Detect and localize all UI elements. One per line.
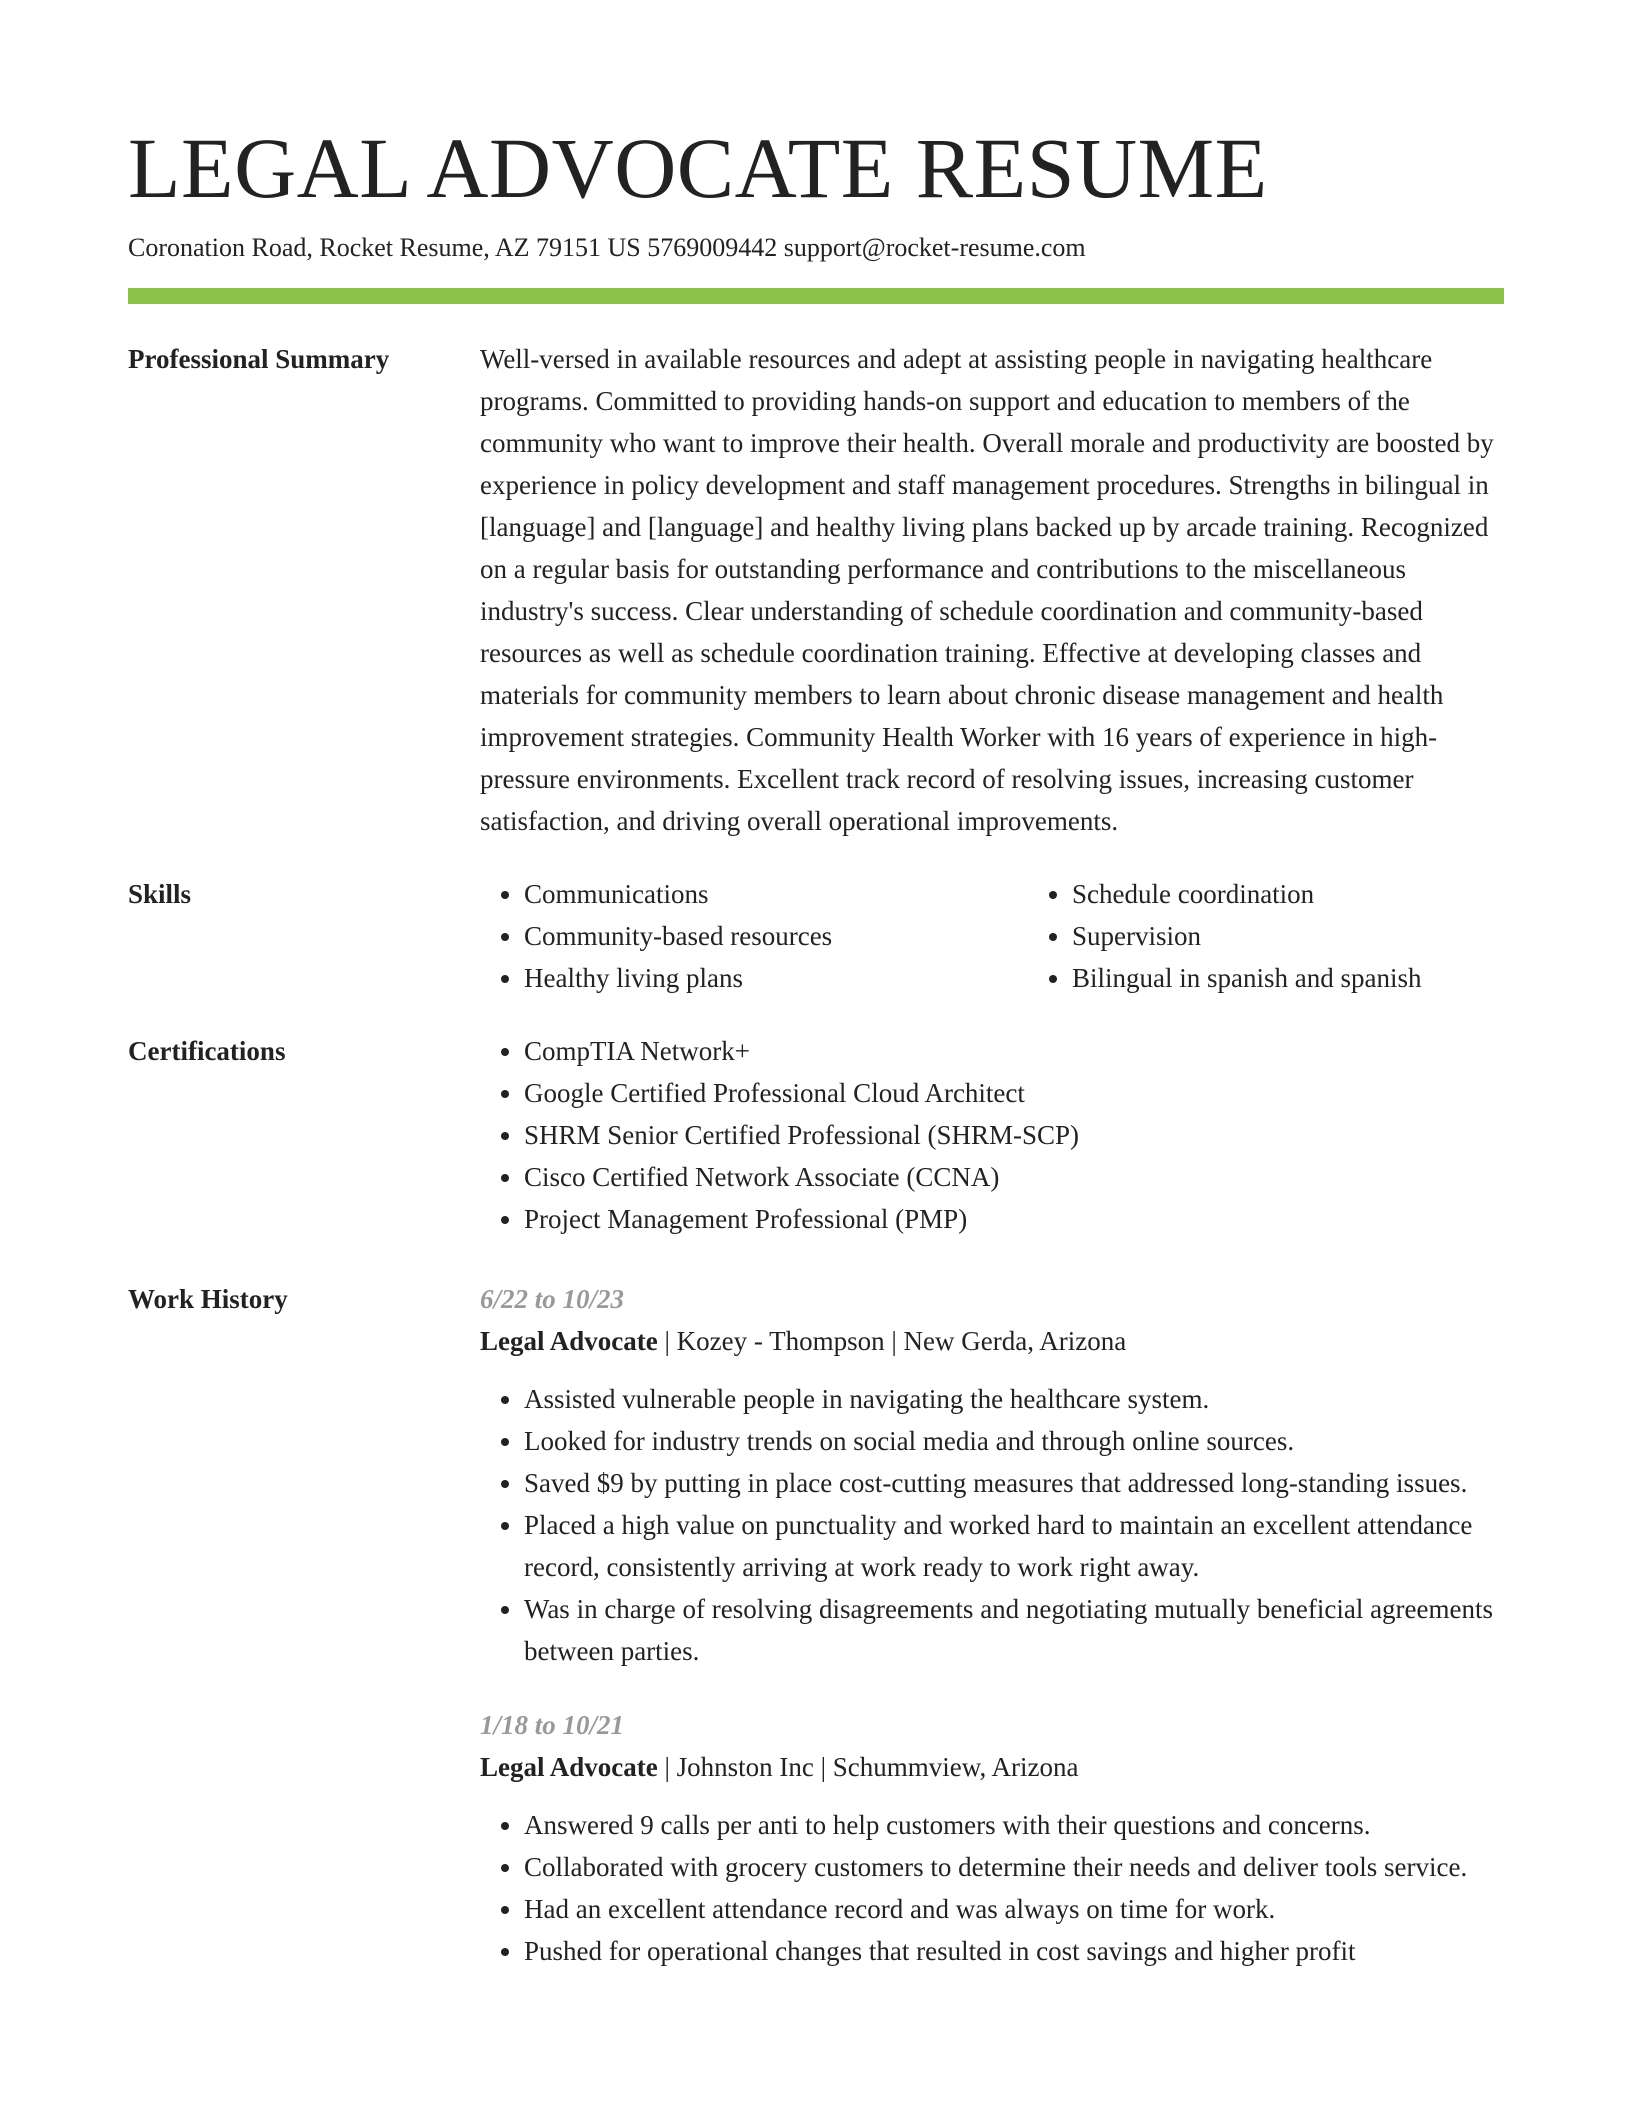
contact-address: Coronation Road, Rocket Resume, AZ 79151 US: [128, 233, 641, 262]
job-title: Legal Advocate: [480, 1752, 658, 1782]
skills-section: [128, 873, 1504, 999]
job-bullet: • Looked for industry trends on social media and through online sources.: [524, 1420, 1504, 1462]
skills-list-col1: [480, 873, 1028, 999]
job-bullet-list: [480, 1378, 1504, 1672]
job-dates: 6/22 to 10/23: [480, 1284, 625, 1314]
certification-item: • Cisco Certified Network Associate (CCNA): [524, 1156, 1504, 1198]
certification-item: • SHRM Senior Certified Professional (SHRM-SCP): [524, 1114, 1504, 1156]
section-label-certifications: Certifications: [128, 1036, 286, 1066]
job-heading: [480, 1320, 1504, 1362]
job-employer-location: | Johnston Inc | Schummview, Arizona: [657, 1752, 1079, 1782]
skill-item: • Community-based resources: [524, 915, 1028, 957]
job-entry: [480, 1704, 1504, 1972]
skill-item: • Healthy living plans: [524, 957, 1028, 999]
skills-list-col2: [1028, 873, 1576, 999]
job-bullet: • Pushed for operational changes that resulted in cost savings and higher profit: [524, 1930, 1504, 1972]
job-bullet: • Answered 9 calls per anti to help customers with their questions and concerns.: [524, 1804, 1504, 1846]
resume-title: LEGAL ADVOCATE RESUME: [128, 120, 1268, 216]
job-bullet-list: [480, 1804, 1504, 1972]
summary-text: Well-versed in available resources and adept at assisting people in navigating healthcare programs. Committed to providing hands-on support and education to members of the community who want to improve their health. Overall morale and productivity are boosted by experience in policy development and staff management procedures. Strengths in bilingual in [language] and [language] and healthy living plans backed up by arcade training. Recognized on a regular basis for outstanding performance and contributions to the miscellaneous industry's success. Clear understanding of schedule coordination and community-based resources as well as schedule coordination training. Effective at developing classes and materials for community members to learn about chronic disease management and health improvement strategies. Community Health Worker with 16 years of experience in high-pressure environments. Excellent track record of resolving issues, increasing customer satisfaction, and driving overall operational improvements.: [480, 344, 1494, 836]
job-employer-location: | Kozey - Thompson | New Gerda, Arizona: [657, 1326, 1127, 1356]
skill-item: • Supervision: [1072, 915, 1576, 957]
header-divider: [128, 288, 1504, 304]
section-label-summary: Professional Summary: [128, 344, 390, 374]
certifications-section: [128, 1030, 1504, 1240]
job-heading: [480, 1746, 1504, 1788]
skill-item: • Schedule coordination: [1072, 873, 1576, 915]
contact-line: [128, 230, 1504, 266]
job-bullet: • Saved $9 by putting in place cost-cutting measures that addressed long-standing issues.: [524, 1462, 1504, 1504]
job-entry: [480, 1278, 1504, 1672]
certifications-list: [480, 1030, 1504, 1240]
skill-item: • Communications: [524, 873, 1028, 915]
job-bullet: • Had an excellent attendance record and was always on time for work.: [524, 1888, 1504, 1930]
job-bullet: • Was in charge of resolving disagreements and negotiating mutually beneficial agreements between parties.: [524, 1588, 1504, 1672]
section-label-skills: Skills: [128, 879, 192, 909]
work-history-section: [128, 1278, 1504, 1972]
job-bullet: • Collaborated with grocery customers to determine their needs and deliver tools service.: [524, 1846, 1504, 1888]
resume-page: [128, 118, 1504, 1972]
certification-item: • Google Certified Professional Cloud Architect: [524, 1072, 1504, 1114]
job-title: Legal Advocate: [480, 1326, 658, 1356]
contact-email[interactable]: support@rocket-resume.com: [783, 233, 1086, 262]
job-bullet: • Placed a high value on punctuality and worked hard to maintain an excellent attendance record, consistently arriving at work ready to work right away.: [524, 1504, 1504, 1588]
job-dates: 1/18 to 10/21: [480, 1710, 625, 1740]
section-label-work-history: Work History: [128, 1284, 288, 1314]
job-bullet: • Assisted vulnerable people in navigating the healthcare system.: [524, 1378, 1504, 1420]
certification-item: • CompTIA Network+: [524, 1030, 1504, 1072]
skill-item: • Bilingual in spanish and spanish: [1072, 957, 1576, 999]
certification-item: • Project Management Professional (PMP): [524, 1198, 1504, 1240]
contact-phone: 5769009442: [647, 233, 778, 262]
summary-section: [128, 338, 1504, 842]
